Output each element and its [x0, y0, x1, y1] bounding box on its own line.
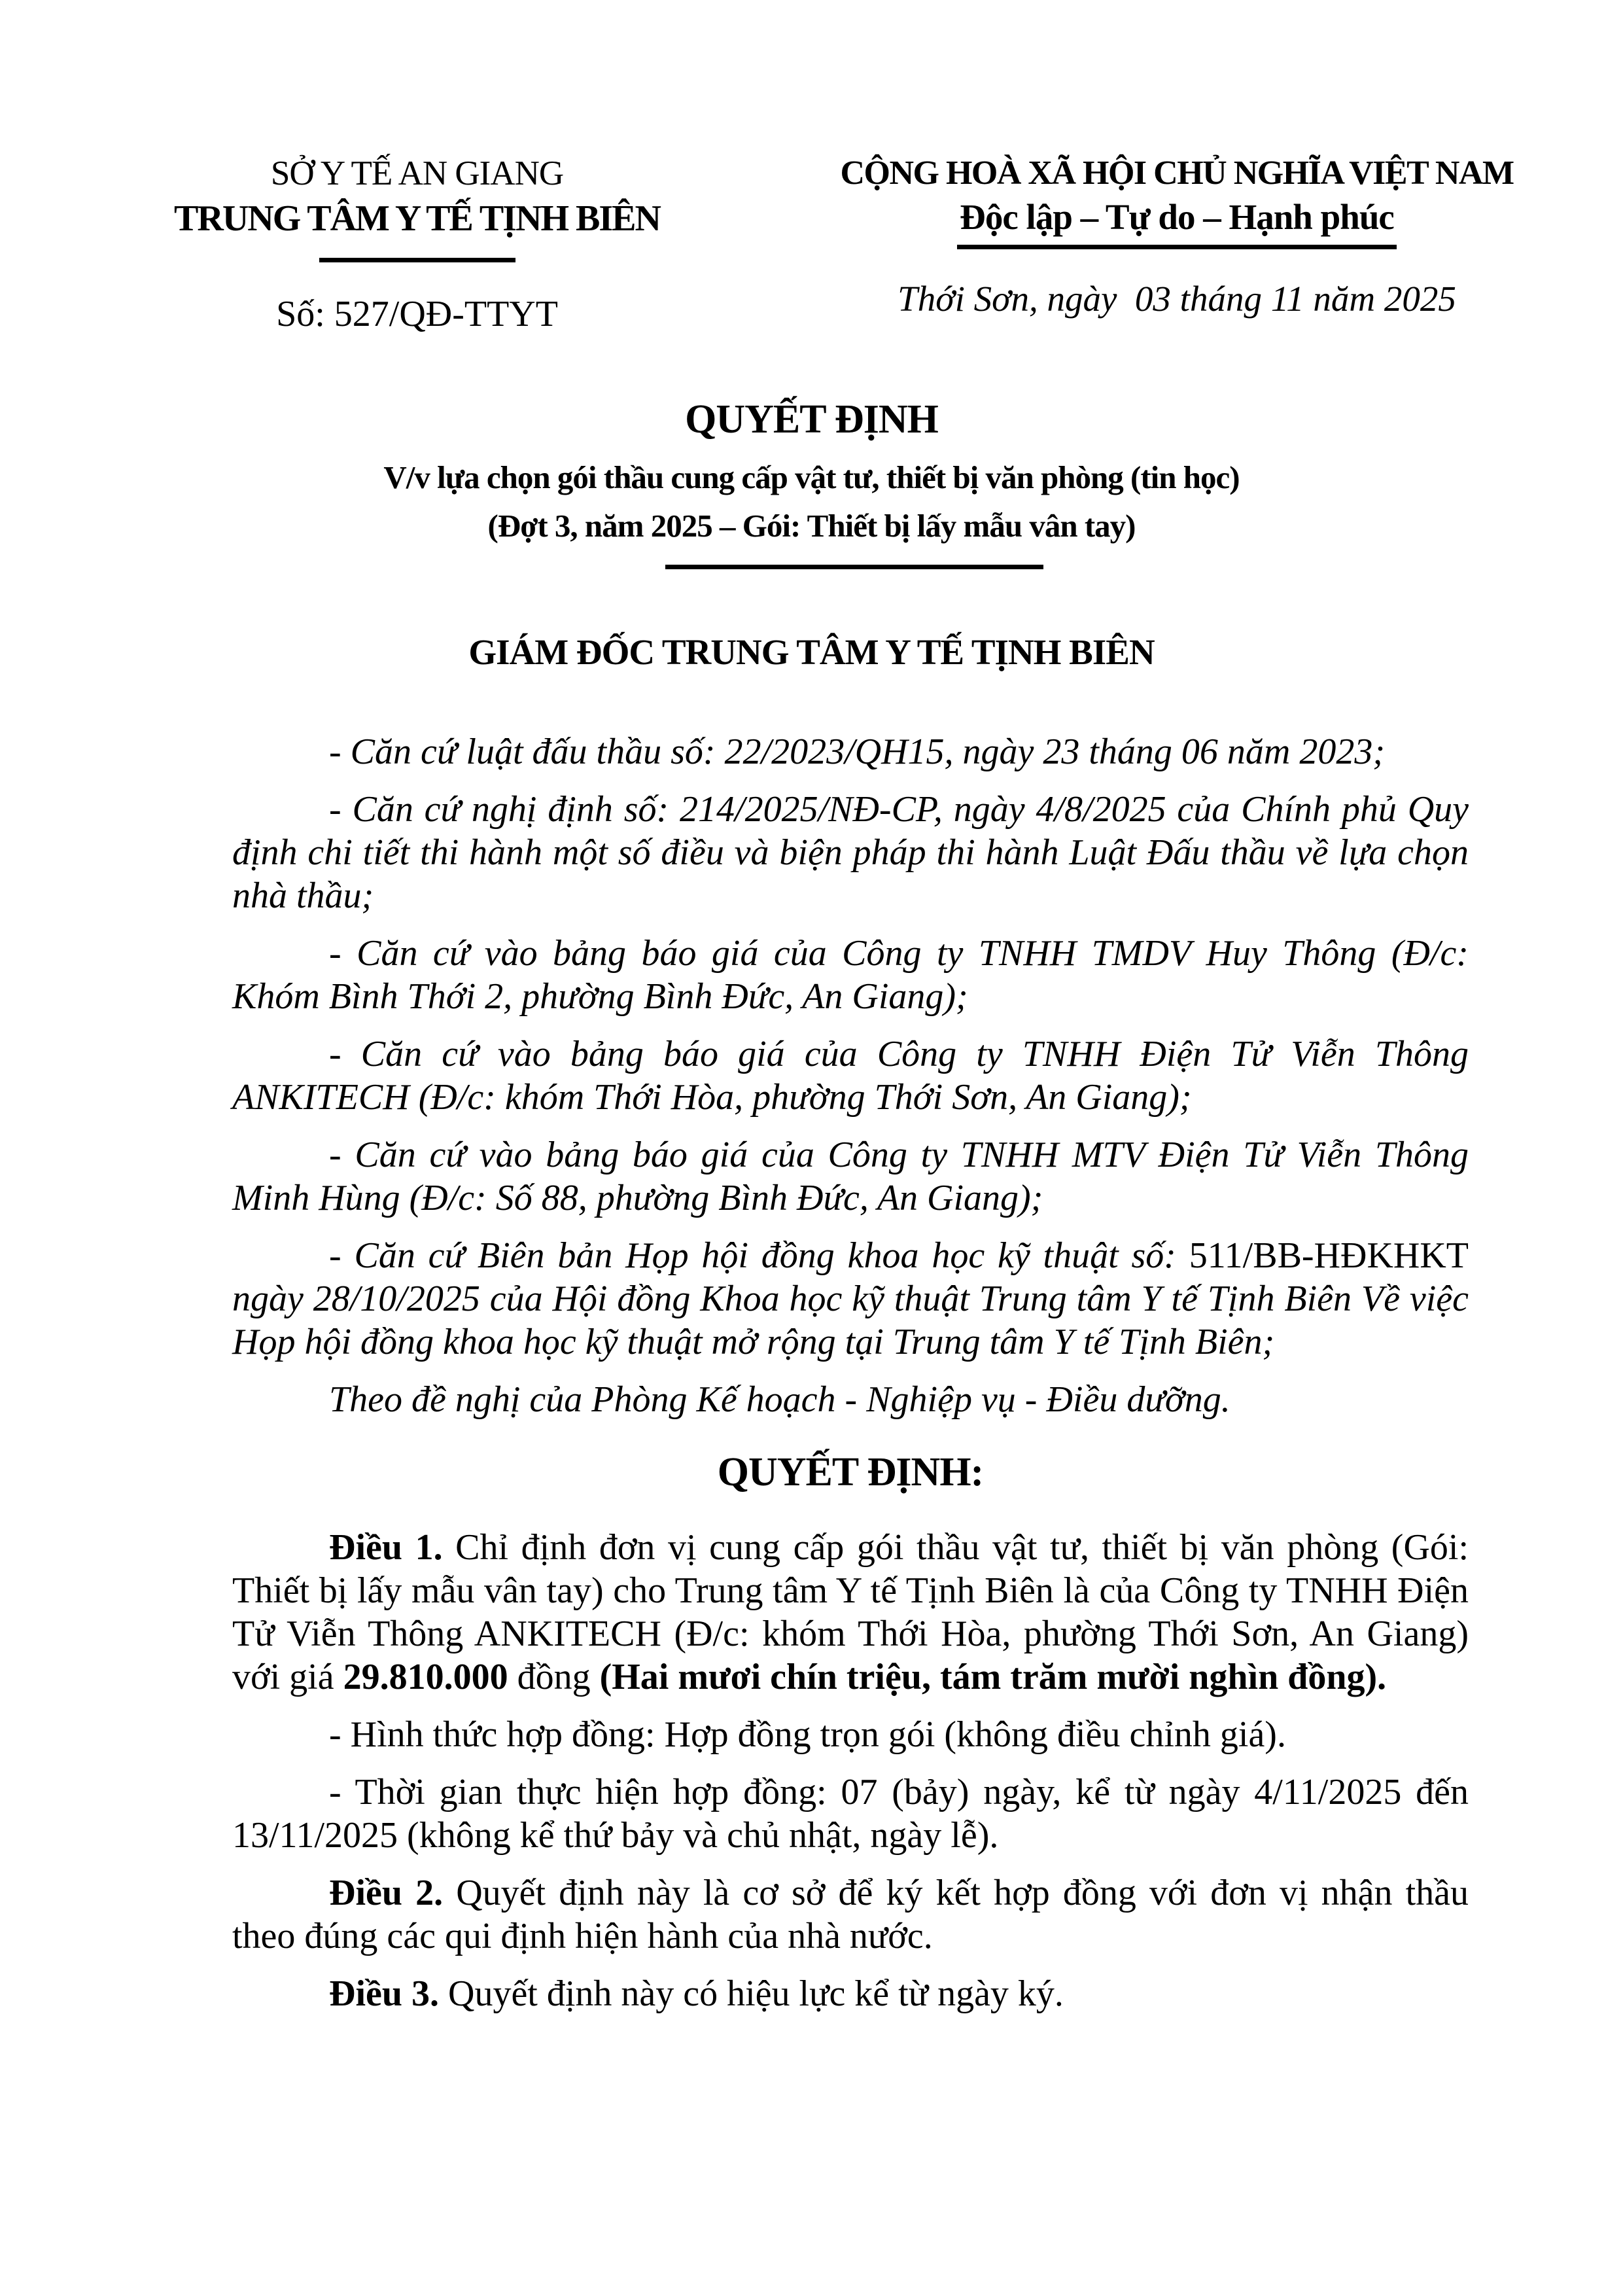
- text-run: - Căn cứ Biên bản Họp hội đồng khoa học kỹ thuật số:: [329, 1235, 1189, 1276]
- paragraph: [232, 932, 1469, 1018]
- text-run: - Căn cứ nghị định số: 214/2025/NĐ-CP, ngày 4/8/2025 của Chính phủ Quy định chi tiết thi hành một số điều và biện pháp thi hành Luật Đấu thầu về lựa chọn nhà thầu;: [232, 789, 1469, 916]
- text-run: - Căn cứ vào bảng báo giá của Công ty TNHH Điện Tử Viễn Thông ANKITECH (Đ/c: khóm Thới Hòa, phường Thới Sơn, An Giang);: [232, 1034, 1469, 1118]
- section-heading: [232, 1449, 1469, 1496]
- paragraph: [232, 1526, 1469, 1699]
- national-header-block: [771, 152, 1582, 320]
- document-number: Số: 527/QĐ-TTYT: [276, 294, 558, 334]
- text-run: 511/BB-HĐKHKT: [1189, 1235, 1469, 1276]
- text-run: đồng: [508, 1657, 600, 1697]
- paragraph: [232, 1771, 1469, 1857]
- text-run: QUYẾT ĐỊNH:: [717, 1450, 984, 1494]
- text-run: Quyết định này là cơ sở để ký kết hợp đồng với đơn vị nhận thầu theo đúng các qui định hiện hành của nhà nước.: [232, 1873, 1469, 1956]
- paragraph: [232, 1133, 1469, 1220]
- title-divider-rule: [665, 565, 1043, 569]
- text-run: - Căn cứ vào bảng báo giá của Công ty TNHH MTV Điện Tử Viễn Thông Minh Hùng (Đ/c: Số 88, phường Bình Đức, An Giang);: [232, 1135, 1469, 1218]
- paragraph: [232, 1972, 1469, 2015]
- text-run: ngày 28/10/2025 của Hội đồng Khoa học kỹ thuật Trung tâm Y tế Tịnh Biên Về việc Họp hội đồng khoa học kỹ thuật mở rộng tại Trung tâm Y tế Tịnh Biên;: [232, 1279, 1469, 1362]
- document-subtitle: [0, 453, 1623, 550]
- text-run: 29.810.000: [343, 1657, 508, 1697]
- text-run: Quyết định này có hiệu lực kể từ ngày ký.: [439, 1973, 1064, 2014]
- national-title: CỘNG HOÀ XÃ HỘI CHỦ NGHĨA VIỆT NAM: [840, 154, 1514, 192]
- text-run: (Hai mươi chín triệu, tám trăm mười nghìn đồng).: [599, 1657, 1387, 1697]
- national-motto-wrap: [771, 195, 1582, 249]
- org-parent-name: SỞ Y TẾ AN GIANG: [270, 154, 564, 192]
- national-motto: Độc lập – Tự do – Hạnh phúc: [957, 195, 1397, 249]
- paragraph: [232, 1234, 1469, 1364]
- document-title-block: [0, 396, 1623, 674]
- paragraph: [232, 1713, 1469, 1756]
- text-run: Điều 2.: [329, 1873, 444, 1913]
- issuer-heading: GIÁM ĐỐC TRUNG TÂM Y TẾ TỊNH BIÊN: [468, 632, 1155, 672]
- text-run: - Căn cứ luật đấu thầu số: 22/2023/QH15, ngày 23 tháng 06 năm 2023;: [329, 732, 1386, 772]
- paragraph: [232, 788, 1469, 917]
- paragraph: [232, 1871, 1469, 1958]
- text-run: Điều 1.: [329, 1527, 443, 1568]
- document-header: [0, 0, 1623, 336]
- paragraph: [232, 730, 1469, 773]
- body: [232, 730, 1469, 2015]
- place-and-date: Thới Sơn, ngày 03 tháng 11 năm 2025: [898, 279, 1456, 319]
- subtitle-line-1: V/v lựa chọn gói thầu cung cấp vật tư, thiết bị văn phòng (tin học): [383, 459, 1240, 495]
- text-run: - Thời gian thực hiện hợp đồng: 07 (bảy) ngày, kể từ ngày 4/11/2025 đến 13/11/2025 (không kể thứ bảy và chủ nhật, ngày lễ).: [232, 1772, 1469, 1856]
- document-title: QUYẾT ĐỊNH: [685, 397, 938, 442]
- org-name: TRUNG TÂM Y TẾ TỊNH BIÊN: [174, 198, 660, 239]
- text-run: Điều 3.: [329, 1973, 439, 2014]
- paragraph: [232, 1378, 1469, 1421]
- subtitle-line-2: (Đợt 3, năm 2025 – Gói: Thiết bị lấy mẫu vân tay): [487, 508, 1136, 544]
- paragraph: [232, 1033, 1469, 1119]
- issuing-org-block: [65, 152, 769, 336]
- text-run: - Hình thức hợp đồng: Hợp đồng trọn gói (không điều chỉnh giá).: [329, 1714, 1286, 1755]
- text-run: Chỉ định đơn vị cung cấp gói thầu vật tư, thiết bị văn phòng (Gói: Thiết bị lấy mẫu vân tay) cho Trung tâm Y tế Tịnh Biên là của Công ty TNHH Điện Tử Viễn Thông ANKITECH (Đ/c: khóm Thới Hòa, phường Thới Sơn, An Giang) với giá: [232, 1527, 1469, 1697]
- org-divider-rule: [319, 258, 515, 262]
- text-run: Theo đề nghị của Phòng Kế hoạch - Nghiệp vụ - Điều dưỡng.: [329, 1379, 1230, 1420]
- text-run: - Căn cứ vào bảng báo giá của Công ty TNHH TMDV Huy Thông (Đ/c: Khóm Bình Thới 2, phường Bình Đức, An Giang);: [232, 933, 1469, 1017]
